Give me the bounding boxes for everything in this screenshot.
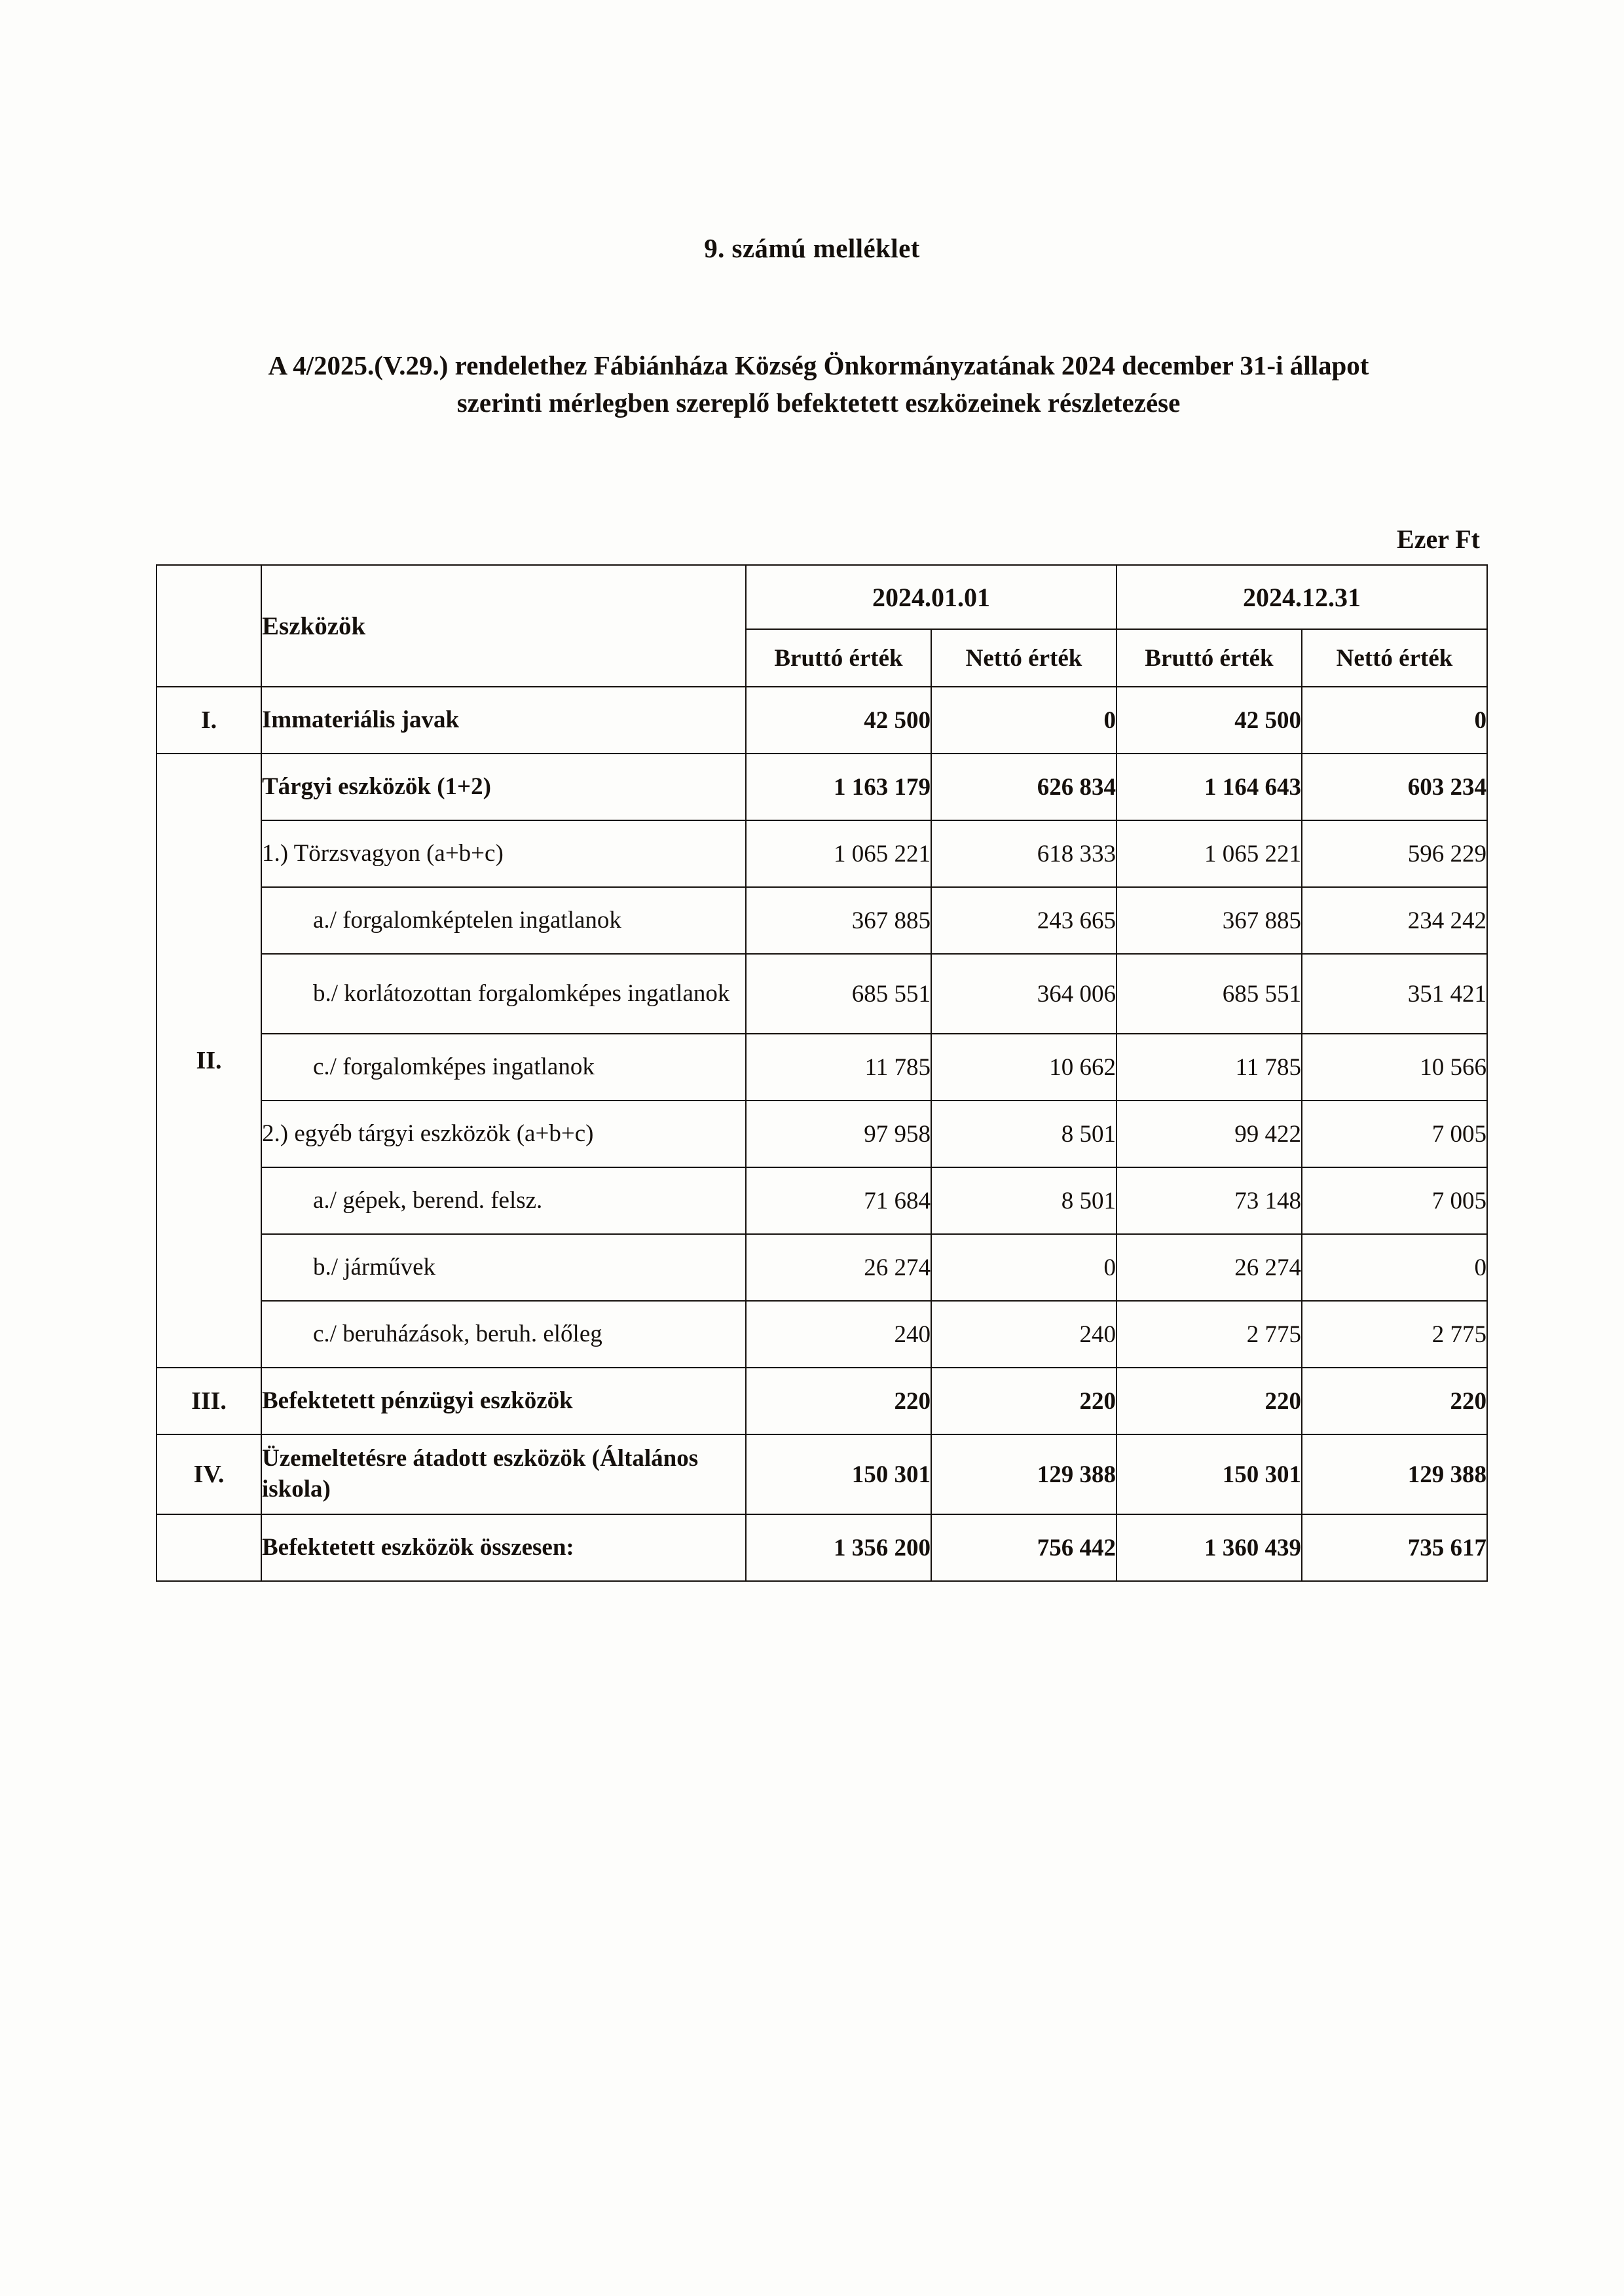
row-value-v2: 8 501 (931, 1167, 1116, 1234)
table-row (157, 1167, 1487, 1234)
row-value-v1: 1 163 179 (746, 754, 931, 820)
row-value-v2: 10 662 (931, 1034, 1116, 1101)
row-value-v2: 618 333 (931, 820, 1116, 887)
row-roman-numeral: IV. (157, 1434, 261, 1514)
row-value-v3: 367 885 (1116, 887, 1302, 954)
row-value-v1: 150 301 (746, 1434, 931, 1514)
row-label: Befektetett eszközök összesen: (261, 1514, 746, 1581)
row-value-v4: 7 005 (1302, 1101, 1487, 1167)
row-value-v3: 26 274 (1116, 1234, 1302, 1301)
row-label: Immateriális javak (261, 687, 746, 754)
table-row (157, 754, 1487, 820)
row-value-v4: 351 421 (1302, 954, 1487, 1034)
row-value-v1: 685 551 (746, 954, 931, 1034)
row-value-v2: 0 (931, 687, 1116, 754)
table-row (157, 820, 1487, 887)
row-value-v3: 11 785 (1116, 1034, 1302, 1101)
row-value-v3: 73 148 (1116, 1167, 1302, 1234)
row-value-v2: 626 834 (931, 754, 1116, 820)
row-roman-numeral: II. (157, 754, 261, 1368)
table-row (157, 687, 1487, 754)
row-value-v2: 364 006 (931, 954, 1116, 1034)
row-label: 2.) egyéb tárgyi eszközök (a+b+c) (261, 1101, 746, 1167)
row-value-v1: 42 500 (746, 687, 931, 754)
row-value-v4: 129 388 (1302, 1434, 1487, 1514)
document-subtitle (160, 347, 1477, 421)
table-header-row-periods (157, 565, 1487, 629)
header-gross-2: Bruttó érték (1116, 629, 1302, 687)
header-net-1: Nettó érték (931, 629, 1116, 687)
row-value-v3: 1 065 221 (1116, 820, 1302, 887)
row-value-v1: 240 (746, 1301, 931, 1368)
table-row (157, 1434, 1487, 1514)
row-roman-numeral: I. (157, 687, 261, 754)
row-value-v3: 220 (1116, 1368, 1302, 1434)
row-roman-numeral (157, 1514, 261, 1581)
row-value-v1: 1 065 221 (746, 820, 931, 887)
table-row (157, 1301, 1487, 1368)
row-value-v1: 26 274 (746, 1234, 931, 1301)
row-value-v4: 7 005 (1302, 1167, 1487, 1234)
page-title: 9. számú melléklet (704, 233, 920, 263)
row-label: Üzemeltetésre átadott eszközök (Általános iskola) (261, 1434, 746, 1514)
row-value-v4: 735 617 (1302, 1514, 1487, 1581)
row-value-v1: 367 885 (746, 887, 931, 954)
row-value-v4: 234 242 (1302, 887, 1487, 954)
header-assets-label: Eszközök (261, 565, 746, 687)
row-value-v2: 129 388 (931, 1434, 1116, 1514)
row-label: b./ járművek (261, 1234, 746, 1301)
currency-unit-label: Ezer Ft (1397, 524, 1480, 554)
row-value-v4: 603 234 (1302, 754, 1487, 820)
row-value-v3: 150 301 (1116, 1434, 1302, 1514)
row-value-v1: 97 958 (746, 1101, 931, 1167)
row-value-v1: 220 (746, 1368, 931, 1434)
row-value-v3: 42 500 (1116, 687, 1302, 754)
table-row (157, 1034, 1487, 1101)
header-period-2: 2024.12.31 (1116, 565, 1487, 629)
subtitle-line-2: szerinti mérlegben szereplő befektetett eszközeinek részletezése (456, 387, 1181, 418)
row-value-v2: 8 501 (931, 1101, 1116, 1167)
row-value-v4: 2 775 (1302, 1301, 1487, 1368)
table-row (157, 1514, 1487, 1581)
row-value-v3: 1 360 439 (1116, 1514, 1302, 1581)
row-value-v3: 685 551 (1116, 954, 1302, 1034)
row-value-v4: 220 (1302, 1368, 1487, 1434)
row-value-v2: 240 (931, 1301, 1116, 1368)
row-label: a./ gépek, berend. felsz. (261, 1167, 746, 1234)
table-row (157, 1368, 1487, 1434)
row-value-v2: 220 (931, 1368, 1116, 1434)
header-period-1: 2024.01.01 (746, 565, 1116, 629)
row-value-v2: 756 442 (931, 1514, 1116, 1581)
row-label: a./ forgalomképtelen ingatlanok (261, 887, 746, 954)
header-gross-1: Bruttó érték (746, 629, 931, 687)
row-value-v4: 0 (1302, 687, 1487, 754)
row-label: b./ korlátozottan forgalomképes ingatlanok (261, 954, 746, 1034)
table-row (157, 1234, 1487, 1301)
row-value-v2: 0 (931, 1234, 1116, 1301)
row-roman-numeral: III. (157, 1368, 261, 1434)
row-value-v3: 99 422 (1116, 1101, 1302, 1167)
table-row (157, 954, 1487, 1034)
row-label: Befektetett pénzügyi eszközök (261, 1368, 746, 1434)
row-label: Tárgyi eszközök (1+2) (261, 754, 746, 820)
row-value-v2: 243 665 (931, 887, 1116, 954)
assets-table (156, 564, 1488, 1582)
row-value-v3: 2 775 (1116, 1301, 1302, 1368)
subtitle-line-1: A 4/2025.(V.29.) rendelethez Fábiánháza Község Önkormányzatának 2024 december 31-i állapot (268, 350, 1369, 380)
table-row (157, 887, 1487, 954)
header-net-2: Nettó érték (1302, 629, 1487, 687)
row-label: 1.) Törzsvagyon (a+b+c) (261, 820, 746, 887)
row-value-v1: 1 356 200 (746, 1514, 931, 1581)
row-value-v1: 11 785 (746, 1034, 931, 1101)
row-value-v3: 1 164 643 (1116, 754, 1302, 820)
table-row (157, 1101, 1487, 1167)
row-value-v4: 0 (1302, 1234, 1487, 1301)
row-value-v4: 10 566 (1302, 1034, 1487, 1101)
row-label: c./ beruházások, beruh. előleg (261, 1301, 746, 1368)
header-roman-blank (157, 565, 261, 687)
row-value-v4: 596 229 (1302, 820, 1487, 887)
row-value-v1: 71 684 (746, 1167, 931, 1234)
row-label: c./ forgalomképes ingatlanok (261, 1034, 746, 1101)
